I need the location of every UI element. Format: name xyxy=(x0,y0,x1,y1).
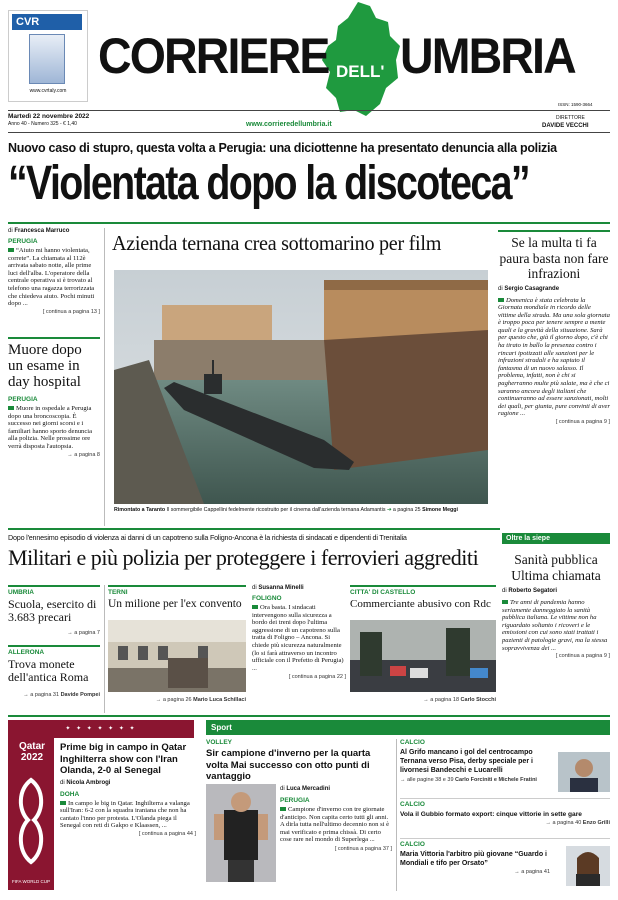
hospital-cont[interactable]: → a pagina 8 xyxy=(67,451,100,458)
calcio1-photo[interactable] xyxy=(558,752,610,792)
school-cont[interactable]: → a pagina 7 xyxy=(67,630,100,636)
calcio1-cont[interactable]: → alle pagine 38 e 39 Carlo Forciniti e Michele Fratini xyxy=(400,777,537,783)
calcio3-cont[interactable]: → a pagina 41 xyxy=(514,869,550,875)
byline-prefix: di xyxy=(280,786,285,792)
castello-article[interactable] xyxy=(350,589,496,611)
submarine-author: Simone Meggi xyxy=(422,507,458,513)
calcio2-cont[interactable]: → a pagina 40 Enzo Grilli xyxy=(545,820,610,826)
masthead-logo-mid: DELL' xyxy=(336,62,385,81)
world-cup-emblem xyxy=(14,776,48,866)
castello-place: CITTA' DI CASTELLO xyxy=(350,589,416,596)
lead-headline[interactable]: “Violentata dopo la discoteca” xyxy=(8,157,529,210)
coins-headline: Trova monete dell'antica Roma xyxy=(8,657,89,684)
byline-prefix: di xyxy=(8,228,13,234)
coins-place: ALLERONA xyxy=(8,649,45,656)
submarine-caption: Rimontato a Taranto Il sommergibile Cappellini fedelmente ricostruito per il cinema dall'azienda ternana Adamantis ➔ a pagina 25 Simone Meggi xyxy=(114,507,458,513)
lead-kicker[interactable]: Nuovo caso di stupro, questa volta a Perugia: una diciottenne ha presentato denuncia alla polizia xyxy=(8,141,557,155)
rail-headline[interactable]: Militari e più polizia per proteggere i ferrovieri aggrediti xyxy=(8,545,479,570)
volley-byline: Luca Mercadini xyxy=(286,786,331,792)
calcio2-place: CALCIO xyxy=(400,801,425,808)
calcio2-headline: Vola il Gubbio formato export: cinque vittorie in sette gare xyxy=(400,811,582,818)
director-label: DIRETTORE xyxy=(556,115,585,121)
calcio2-article[interactable] xyxy=(400,801,610,826)
editorial-article[interactable] xyxy=(498,235,610,425)
sport-label: Sport xyxy=(206,720,610,735)
submarine-cont: a pagina 25 xyxy=(392,507,421,513)
siepe-text: Tre anni di pandemia hanno seriamente danneggiato la sanità pubblica italiana. Le vittime non ha riguardato soltanto i ricoveri e le emissioni con cui sono stati trattati i pazienti di patologie gravi, ma la stessa sopravvivenza dei ... xyxy=(502,599,610,652)
qatar-article[interactable] xyxy=(60,742,196,837)
school-place: UMBRIA xyxy=(8,589,34,596)
lead-text: “Aiuto mi hanno violentata, correte”. La chiamata al 112è arrivata sabato notte, alle prime luci dell'alba. L'operatore della centrale operativa si è trovato al telefono una ragazza terrorizzata che chiedeva aiuto. Pochi minuti dopo ... xyxy=(8,247,100,308)
foligno-text: Ora basta. I sindacati intervengono sulla sicurezza a bordo dei treni dopo l'ultima aggressione di un capotreno sulla tratta di Foligno – Ancona. Si chiede più sicurezza naturalmente (lo si farà attraverso un incontro ufficiale con il Prefetto di Perugia) ... xyxy=(252,604,346,672)
editorial-headline: Se la multa ti fa paura basta non fare infrazioni xyxy=(499,235,609,281)
qatar-byline: Nicola Ambrogi xyxy=(66,779,111,786)
qatar-banner: ✦ ✦ ✦ ✦ ✦ ✦ ✦ xyxy=(8,720,194,738)
issue-number: Anno 40 - Numero 325 - € 1,40 xyxy=(8,121,77,127)
volley-photo[interactable] xyxy=(206,784,276,882)
masthead-logo-right: UMBRIA xyxy=(400,28,575,84)
fifa-caption: FIFA WORLD CUP xyxy=(11,879,50,884)
volley-text: Campione d'inverno con tre giornate d'anticipo. Non capita certo tutti gli anni. A dirla tutta nell'ultimo decennio non si è mai verificato e prima chissà. Di certo cose rare nel mondo di Superlega ... xyxy=(280,806,392,844)
cvr-logo: CVR xyxy=(12,14,82,30)
byline-prefix: di xyxy=(252,585,257,591)
volley-body[interactable] xyxy=(280,786,392,852)
qatar-headline: Prime big in campo in Qatar Inghilterra show con l'Iran Olanda, 2-0 al Senegal xyxy=(60,742,187,776)
hospital-article[interactable] xyxy=(8,342,100,458)
volley-headline: Sir campione d'inverno per la quarta volta Mai successo con otto punti di vantaggio xyxy=(206,748,371,782)
editorial-cont[interactable]: [ continua a pagina 9 ] xyxy=(555,419,610,425)
submarine-headline[interactable]: Azienda ternana crea sottomarino per film xyxy=(112,231,442,255)
coins-cont[interactable]: → a pagina 31 Davide Pompei xyxy=(23,692,100,698)
qatar-year: Qatar 2022 xyxy=(18,741,46,763)
castello-cont[interactable]: → a pagina 18 Carlo Stocchi xyxy=(423,697,496,703)
calcio3-place: CALCIO xyxy=(400,841,425,848)
calcio3-photo[interactable] xyxy=(566,846,610,886)
foligno-place: FOLIGNO xyxy=(252,595,282,602)
castello-photo[interactable] xyxy=(350,620,496,692)
oltre-la-siepe-label: Oltre la siepe xyxy=(502,533,610,544)
issue-date: Martedì 22 novembre 2022 xyxy=(8,113,90,120)
terni-article[interactable] xyxy=(108,589,246,611)
school-headline: Scuola, esercito di 3.683 precari xyxy=(8,597,97,624)
volley-article[interactable] xyxy=(206,739,394,783)
castello-headline: Commerciante abusivo con Rdc xyxy=(350,598,491,610)
hospital-place: PERUGIA xyxy=(8,396,38,403)
convent-photo[interactable] xyxy=(108,620,246,692)
calcio1-headline: Al Grifo mancano i gol del centrocampo Ternana verso Pisa, derby speciale per i livornesi Bandecchi e Lucarelli xyxy=(400,749,533,774)
coins-article[interactable] xyxy=(8,649,100,698)
school-article[interactable] xyxy=(8,589,100,636)
lead-article[interactable] xyxy=(8,228,100,315)
cvr-website: www.cvrtaly.com xyxy=(29,88,67,94)
volley-place: VOLLEY xyxy=(206,739,233,746)
lead-place: PERUGIA xyxy=(8,238,38,245)
lead-cont[interactable]: [ continua a pagina 13 ] xyxy=(42,308,100,315)
foligno-byline: Susanna Minelli xyxy=(258,585,304,591)
byline-prefix: di xyxy=(502,588,507,594)
submarine-caption-text: Il sommergibile Cappellini fedelmente ricostruito per il cinema dall'azienda ternana Adamantis xyxy=(166,507,386,513)
rail-kicker[interactable]: Dopo l'ennesimo episodio di violenza ai danni di un capotreno sulla Foligno-Ancona è la richiesta di sindacati e dipendenti di Trenitalia xyxy=(8,533,407,542)
siepe-article[interactable] xyxy=(502,552,610,659)
calcio1-place: CALCIO xyxy=(400,739,425,746)
editorial-byline: Sergio Casagrande xyxy=(504,285,560,292)
qatar-text: In campo le big in Qatar. Inghilterra a valanga sull'Iran: 6-2 con la squadra iraniana che non ha cantato l'inno per protesta. L'Olanda piega il Senegal con reti di Gakpo e Klaassen, ... xyxy=(60,800,196,830)
qatar-place: DOHA xyxy=(60,790,80,798)
siepe-byline: Roberto Segatori xyxy=(508,588,558,594)
terni-cont[interactable]: → a pagina 26 Mario Luca Schillaci xyxy=(155,697,246,703)
hospital-text: Muore in ospedale a Perugia dopo una broncoscopia. È successo nei giorni scorsi e i familiari hanno sporto denuncia alla polizia. Nelle prossime ore verrà disposta l'autopsia. xyxy=(8,405,100,451)
lead-byline: Francesca Marruco xyxy=(14,228,70,234)
hospital-headline: Muore dopo un esame in day hospital xyxy=(8,342,82,390)
submarine-caption-bold: Rimontato a Taranto xyxy=(114,507,166,513)
editorial-text: Domenica è stata celebrata la Giornata mondiale in ricordo delle vittime della strada. Ma una sola giornata è troppo poca per tenere sempre a mente quali e la gravità della situazione. Sarà per questo che, già il giorno dopo, c'è chi ha tirato in ballo la presenza contro i rincari ipotizzati alle sanzioni per le infrazioni stradali e ha sapiuto il fantasma di un nuovo salasso. Il problema, infatti, non è chi si pagherranno multe più salate, ma è che ci saranno ancora degli italiani che continueranno ad essere sanzionati, molti dei quali, per giunta, pure convinti di aver ragione ... xyxy=(498,296,611,418)
volley-cont[interactable]: [ continua a pagina 37 ] xyxy=(334,845,392,852)
siepe-headline: Sanità pubblica Ultima chiamata xyxy=(511,552,601,583)
website-link[interactable]: www.corrieredellumbria.it xyxy=(246,121,332,128)
foligno-cont[interactable]: [ continua a pagina 22 ] xyxy=(288,674,346,681)
submarine-photo[interactable] xyxy=(114,270,488,504)
siepe-cont[interactable]: [ continua a pagina 9 ] xyxy=(555,653,610,660)
director-name: DAVIDE VECCHI xyxy=(542,123,589,129)
byline-prefix: di xyxy=(60,779,65,786)
issn: ISSN: 1590-3664 xyxy=(558,102,593,107)
cvr-product-image xyxy=(29,34,65,84)
qatar-cont[interactable]: [ continua a pagina 44 ] xyxy=(138,830,196,837)
cvr-ad[interactable] xyxy=(8,10,88,102)
volley-place-2: PERUGIA xyxy=(280,797,310,804)
byline-prefix: di xyxy=(498,285,503,292)
masthead-logo-left: CORRIERE xyxy=(98,28,329,84)
calcio3-headline: Maria Vittoria l'arbitro più giovane “Guardo i Mondiali e tifo per Orsato” xyxy=(400,851,548,867)
terni-place: TERNI xyxy=(108,589,128,596)
umbria-region-shape xyxy=(318,0,402,118)
terni-headline: Un milione per l'ex convento xyxy=(108,598,242,610)
foligno-article[interactable] xyxy=(252,585,346,680)
